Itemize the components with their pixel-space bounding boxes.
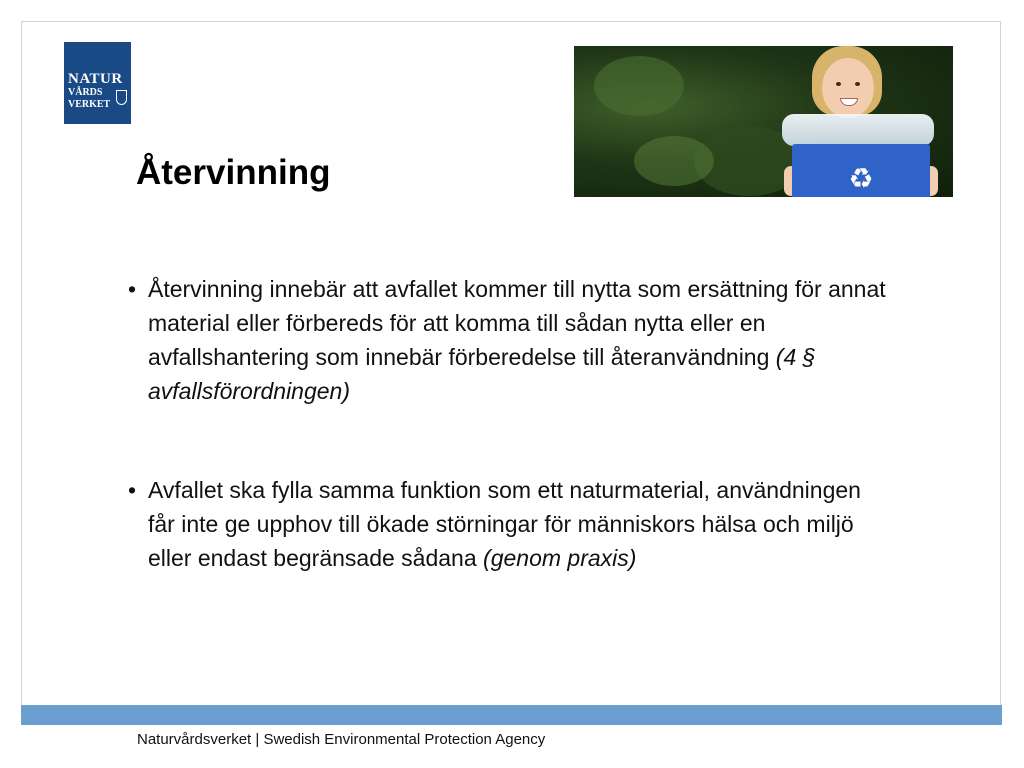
logo-line-2: VÅRDS	[68, 87, 103, 98]
logo-line-1: NATUR	[68, 71, 123, 87]
bullet-text: Avfallet ska fylla samma funktion som ett naturmaterial, användningen får inte ge upphov till ökade störningar för människors hälsa och miljö eller endast begränsade sådana	[148, 477, 861, 571]
child-face	[822, 58, 874, 118]
foliage-shape	[634, 136, 714, 186]
bullet-item	[128, 473, 888, 575]
foliage-shape	[594, 56, 684, 116]
bullet-dot: •	[128, 477, 137, 503]
recycle-icon: ♻	[848, 162, 874, 195]
bullet-dot: •	[128, 276, 137, 302]
child-eye	[836, 82, 841, 86]
recycling-child-photo	[574, 46, 953, 197]
plastic-bottles	[782, 114, 934, 146]
bullet-citation: (genom praxis)	[483, 545, 637, 571]
bullet-text: Återvinning innebär att avfallet kommer till nytta som ersättning för annat material eller förbereds för att komma till sådan nytta eller en avfallshantering som innebär förberedelse till återanvändning	[148, 276, 886, 370]
slide-title: Återvinning	[136, 153, 331, 192]
child-eye	[855, 82, 860, 86]
crest-icon	[116, 90, 127, 105]
bullet-item	[128, 272, 888, 408]
naturvardsverket-logo	[64, 42, 131, 124]
footer-bar	[21, 705, 1002, 725]
logo-line-3: VERKET	[68, 99, 111, 110]
footer-text: Naturvårdsverket | Swedish Environmental Protection Agency	[137, 731, 546, 748]
bullet-citation: (4 § avfallsförordningen)	[148, 344, 816, 404]
bullet-list	[128, 272, 888, 575]
